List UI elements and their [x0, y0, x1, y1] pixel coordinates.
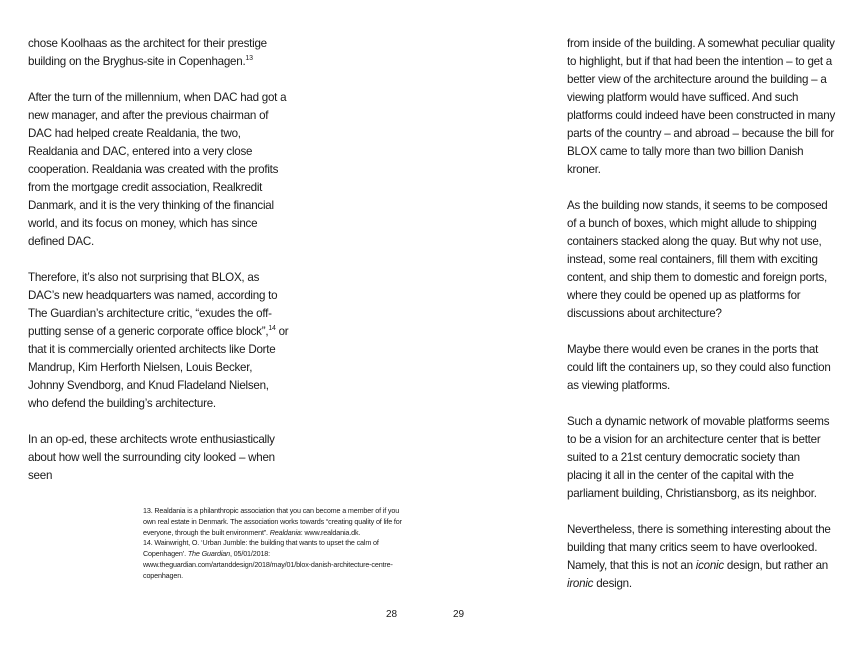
left-body-text — [28, 35, 290, 503]
paragraph-text: In an op-ed, these architects wrote enthusiastically about how well the surrounding city looked – when seen — [28, 433, 275, 482]
footnote-source: Realdania — [269, 527, 301, 537]
footnotes — [143, 506, 408, 582]
paragraph: Such a dynamic network of movable platforms seems to be a vision for an architecture center that is better suited to a 21st century democratic society than placing it all in the center of the capital with the parliament building, Christiansborg, as its neighbor. — [567, 415, 830, 500]
paragraph — [28, 269, 290, 413]
footnote-ref-14[interactable]: 14 — [268, 325, 276, 332]
footnote-source: The Guardian — [187, 549, 230, 559]
paragraph-text: chose Koolhaas as the architect for their prestige building on the Bryghus-site in Copenhagen. — [28, 37, 267, 68]
paragraph-text: or that it is commercially oriented architects like Dorte Mandrup, Kim Herforth Nielsen, Louis Becker, Johnny Svendborg, and Knud Fladeland Nielsen, who defend the building’s architecture. — [28, 325, 289, 410]
footnote-text: 14. Wainwright, O. ‘Urban Jumble: the building that wants to upset the calm of Copenhagen’. — [143, 538, 379, 559]
right-page — [425, 0, 850, 652]
footnote-link[interactable]: : www.realdania.dk. — [300, 527, 361, 537]
paragraph — [28, 89, 290, 251]
footnote-ref-13[interactable]: 13 — [245, 55, 253, 62]
paragraph — [567, 521, 835, 593]
footnote-14 — [143, 538, 408, 581]
emphasis: ironic — [567, 577, 594, 590]
footnote-13 — [143, 506, 408, 538]
page-number: 28 — [386, 609, 398, 620]
right-body-text — [567, 35, 835, 611]
paragraph: As the building now stands, it seems to be composed of a bunch of boxes, which might allude to shipping containers stacked along the quay. But why not use, instead, some real containers, fill them with exciting content, and ship them to domestic and foreign ports, where they could be opened up as platforms for discussions about architecture? — [567, 199, 828, 320]
paragraph-text: design. — [593, 577, 632, 590]
paragraph-text: design, but rather an — [723, 559, 828, 572]
footnote-text: 13. Realdania is a philanthropic association that you can become a member of if you own real estate in Denmark. The association works towards “creating quality of life for everyone, through the built environment”. — [143, 506, 402, 537]
paragraph — [28, 35, 290, 71]
paragraph — [28, 431, 290, 485]
footnote-link[interactable]: , 05/01/2018: www.theguardian.com/artanddesign/2018/may/01/blox-danish-architecture-centre-copenhagen. — [143, 549, 393, 580]
paragraph: from inside of the building. A somewhat peculiar quality to highlight, but if that had been the intention – to get a better view of the architecture around the building – a viewing platform would have sufficed. And such platforms could indeed have been constructed in many parts of the country – and abroad – because the bill for BLOX came to tally more than two billion Danish kroner. — [567, 37, 835, 176]
paragraph: Maybe there would even be cranes in the ports that could lift the containers up, so they could also function as viewing platforms. — [567, 343, 831, 392]
paragraph-text: Nevertheless, there is something interesting about the building that many critics seem to have overlooked. Namely, that this is not an — [567, 523, 831, 572]
paragraph-text: After the turn of the millennium, when DAC had got a new manager, and after the previous chairman of DAC had helped create Realdania, the two, Realdania and DAC, entered into a very close cooperation. Realdania was created with the profits from the mortgage credit association, Realkredit Danmark, and it is the very thinking of the financial world, and its focus on money, which has since defined DAC. — [28, 91, 287, 248]
page-number: 29 — [453, 609, 465, 620]
paragraph-text: Therefore, it’s also not surprising that BLOX, as DAC’s new headquarters was named, according to The Guardian’s architecture critic, “exudes the off-putting sense of a generic corporate office block”, — [28, 271, 278, 338]
emphasis: iconic — [695, 559, 724, 572]
